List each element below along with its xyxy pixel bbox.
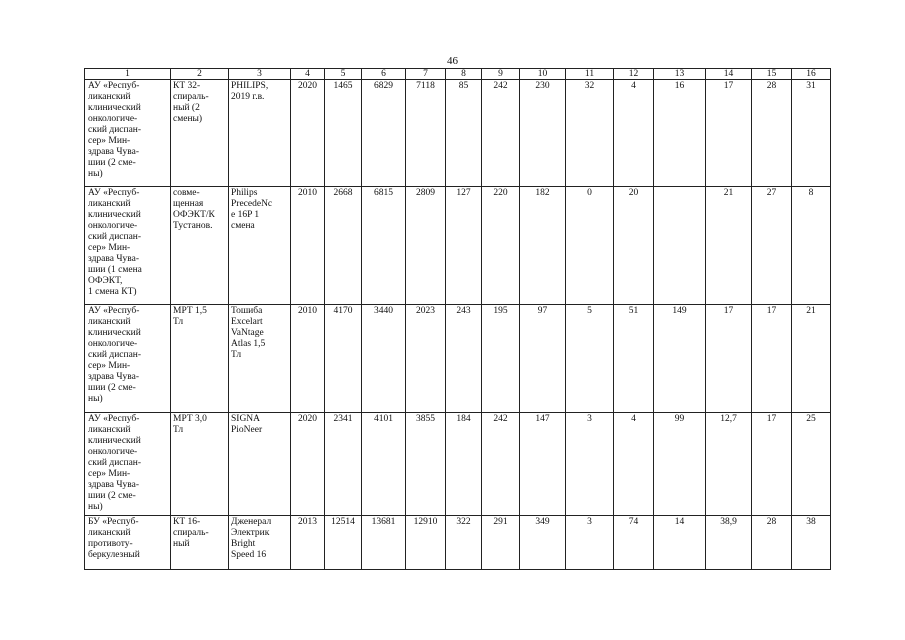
value-cell: 25 bbox=[792, 413, 831, 516]
value-cell: 2020 bbox=[291, 413, 325, 516]
value-cell: 4101 bbox=[362, 413, 406, 516]
value-cell bbox=[654, 187, 706, 305]
value-cell: 17 bbox=[706, 305, 752, 413]
table-row bbox=[85, 187, 831, 305]
model-cell: Тошиба Excelart VaNtage Atlas 1,5 Тл bbox=[229, 305, 291, 413]
column-header: 13 bbox=[654, 69, 706, 80]
value-cell: 12514 bbox=[325, 516, 362, 570]
institution-cell: БУ «Респуб- ликанский противоту- беркулезный bbox=[85, 516, 171, 570]
model-cell: Дженерал Электрик Bright Speed 16 bbox=[229, 516, 291, 570]
value-cell: 349 bbox=[520, 516, 566, 570]
value-cell: 17 bbox=[752, 413, 792, 516]
value-cell: 21 bbox=[792, 305, 831, 413]
column-header: 10 bbox=[520, 69, 566, 80]
model-cell: Philips PrecedeNc e 16P 1 смена bbox=[229, 187, 291, 305]
value-cell: 0 bbox=[566, 187, 614, 305]
value-cell: 3855 bbox=[406, 413, 446, 516]
value-cell: 1465 bbox=[325, 80, 362, 187]
value-cell: 4170 bbox=[325, 305, 362, 413]
column-header: 14 bbox=[706, 69, 752, 80]
value-cell: 3 bbox=[566, 516, 614, 570]
column-header: 2 bbox=[171, 69, 229, 80]
value-cell: 184 bbox=[446, 413, 482, 516]
value-cell: 2013 bbox=[291, 516, 325, 570]
institution-cell: АУ «Респуб- ликанский клинический онкологиче- ский диспан- сер» Мин- здрава Чува- шии (2 сме- ны) bbox=[85, 305, 171, 413]
value-cell: 99 bbox=[654, 413, 706, 516]
column-header: 7 bbox=[406, 69, 446, 80]
value-cell: 12910 bbox=[406, 516, 446, 570]
value-cell: 242 bbox=[482, 413, 520, 516]
value-cell: 51 bbox=[614, 305, 654, 413]
value-cell: 2023 bbox=[406, 305, 446, 413]
value-cell: 38,9 bbox=[706, 516, 752, 570]
value-cell: 74 bbox=[614, 516, 654, 570]
value-cell: 38 bbox=[792, 516, 831, 570]
value-cell: 2010 bbox=[291, 187, 325, 305]
value-cell: 291 bbox=[482, 516, 520, 570]
value-cell: 182 bbox=[520, 187, 566, 305]
column-header: 16 bbox=[792, 69, 831, 80]
equipment-table bbox=[84, 68, 831, 570]
column-header: 3 bbox=[229, 69, 291, 80]
equipment-type-cell: МРТ 3,0 Тл bbox=[171, 413, 229, 516]
value-cell: 127 bbox=[446, 187, 482, 305]
equipment-type-cell: КТ 32- спираль- ный (2 смены) bbox=[171, 80, 229, 187]
model-cell: SIGNA PioNeer bbox=[229, 413, 291, 516]
value-cell: 147 bbox=[520, 413, 566, 516]
institution-cell: АУ «Респуб- ликанский клинический онкологиче- ский диспан- сер» Мин- здрава Чува- шии (2 сме- ны) bbox=[85, 413, 171, 516]
value-cell: 243 bbox=[446, 305, 482, 413]
table-row bbox=[85, 305, 831, 413]
value-cell: 2668 bbox=[325, 187, 362, 305]
equipment-type-cell: КТ 16- спираль- ный bbox=[171, 516, 229, 570]
value-cell: 28 bbox=[752, 516, 792, 570]
value-cell: 17 bbox=[706, 80, 752, 187]
value-cell: 13681 bbox=[362, 516, 406, 570]
column-header: 8 bbox=[446, 69, 482, 80]
value-cell: 3 bbox=[566, 413, 614, 516]
column-header: 4 bbox=[291, 69, 325, 80]
equipment-type-cell: МРТ 1,5 Тл bbox=[171, 305, 229, 413]
equipment-type-cell: совме- щенная ОФЭКТ/К Тустанов. bbox=[171, 187, 229, 305]
value-cell: 20 bbox=[614, 187, 654, 305]
value-cell: 27 bbox=[752, 187, 792, 305]
column-header: 12 bbox=[614, 69, 654, 80]
column-header: 11 bbox=[566, 69, 614, 80]
value-cell: 16 bbox=[654, 80, 706, 187]
value-cell: 2341 bbox=[325, 413, 362, 516]
value-cell: 4 bbox=[614, 413, 654, 516]
table-row bbox=[85, 413, 831, 516]
column-header: 5 bbox=[325, 69, 362, 80]
value-cell: 28 bbox=[752, 80, 792, 187]
institution-cell: АУ «Респуб- ликанский клинический онкологиче- ский диспан- сер» Мин- здрава Чува- шии (2 сме- ны) bbox=[85, 80, 171, 187]
value-cell: 3440 bbox=[362, 305, 406, 413]
value-cell: 7118 bbox=[406, 80, 446, 187]
table-row bbox=[85, 516, 831, 570]
value-cell: 195 bbox=[482, 305, 520, 413]
value-cell: 6829 bbox=[362, 80, 406, 187]
value-cell: 230 bbox=[520, 80, 566, 187]
value-cell: 242 bbox=[482, 80, 520, 187]
column-header: 15 bbox=[752, 69, 792, 80]
value-cell: 322 bbox=[446, 516, 482, 570]
value-cell: 32 bbox=[566, 80, 614, 187]
value-cell: 97 bbox=[520, 305, 566, 413]
value-cell: 31 bbox=[792, 80, 831, 187]
value-cell: 14 bbox=[654, 516, 706, 570]
column-header: 6 bbox=[362, 69, 406, 80]
value-cell: 17 bbox=[752, 305, 792, 413]
header-row bbox=[85, 69, 831, 80]
value-cell: 12,7 bbox=[706, 413, 752, 516]
table-row bbox=[85, 80, 831, 187]
value-cell: 2809 bbox=[406, 187, 446, 305]
value-cell: 8 bbox=[792, 187, 831, 305]
value-cell: 5 bbox=[566, 305, 614, 413]
column-header: 1 bbox=[85, 69, 171, 80]
value-cell: 85 bbox=[446, 80, 482, 187]
value-cell: 21 bbox=[706, 187, 752, 305]
value-cell: 220 bbox=[482, 187, 520, 305]
institution-cell: АУ «Респуб- ликанский клинический онкологиче- ский диспан- сер» Мин- здрава Чува- шии (1 смена ОФЭКТ, 1 смена КТ) bbox=[85, 187, 171, 305]
value-cell: 149 bbox=[654, 305, 706, 413]
value-cell: 2020 bbox=[291, 80, 325, 187]
value-cell: 6815 bbox=[362, 187, 406, 305]
page-number: 46 bbox=[447, 55, 458, 67]
value-cell: 4 bbox=[614, 80, 654, 187]
value-cell: 2010 bbox=[291, 305, 325, 413]
column-header: 9 bbox=[482, 69, 520, 80]
model-cell: PHILIPS, 2019 г.в. bbox=[229, 80, 291, 187]
